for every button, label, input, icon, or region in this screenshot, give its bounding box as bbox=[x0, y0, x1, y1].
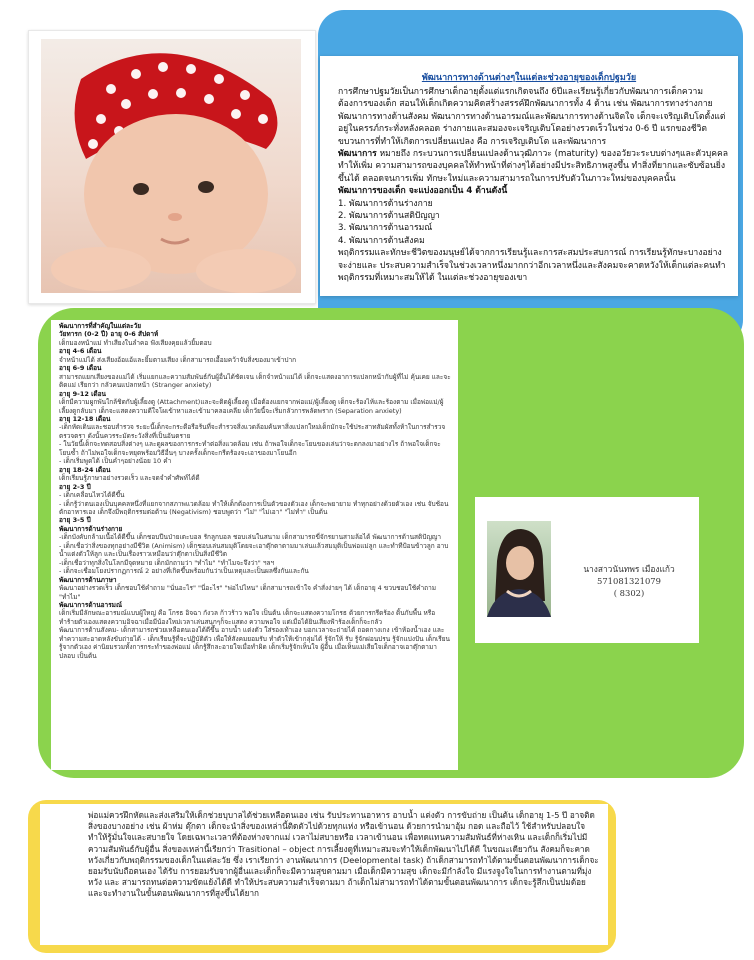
author-card bbox=[472, 494, 702, 646]
summary-document bbox=[40, 804, 608, 945]
milestone-text: เด็กมองหน้าแม่ ทำเสียงในลำคอ ฟังเสียงคุยแล้วยิ้มตอบ bbox=[59, 338, 212, 347]
milestone-heading: อายุ 12-18 เดือน bbox=[59, 414, 111, 423]
intro-paragraph-4: พฤติกรรมและทักษะชีวิตของมนุษย์ได้จากการเรียนรู้และการสะสมประสบการณ์ การเรียนรู้ทักษะบางอย่างจะง่ายและ ประสบความสำเร็จในช่วงเวลาหนึ่งมากกว่าอีกเวลาหนึ่งและสังคมจะคาดหวังให้เด็กแต่ละคนทำพฤติกรรมที่เหมาะสมให้ได้ ในแต่ละช่วงอายุของเขา bbox=[338, 248, 726, 284]
milestone-heading: อายุ 9-12 เดือน bbox=[59, 389, 106, 398]
milestones-body bbox=[51, 320, 458, 660]
milestone-text: - เด็กจะเชื่อมโยงปรากฏการณ์ 2 อย่างที่เกิดขึ้นพร้อมกันว่าเป็นเหตุและเป็นผลซึ่งกันและกัน bbox=[59, 567, 309, 576]
intro-document bbox=[320, 56, 738, 296]
milestone-heading: อายุ 18-24 เดือน bbox=[59, 465, 111, 474]
milestone-text: - เด็กเคลื่อนไหวได้ดีขึ้น bbox=[59, 491, 125, 500]
milestone-heading: พัฒนาการด้านภาษา bbox=[59, 575, 117, 584]
milestone-heading: พัฒนาการด้านร่างกาย bbox=[59, 524, 123, 533]
milestone-heading: อายุ 3-5 ปี bbox=[59, 516, 91, 525]
intro-paragraph-3: พัฒนาการของเด็ก จะแบ่งออกเป็น 4 ด้านดังนี้ bbox=[338, 186, 508, 197]
milestone-heading: อายุ 4-6 เดือน bbox=[59, 347, 102, 356]
intro-paragraph-2 bbox=[338, 148, 728, 185]
milestone-text: -เด็กบังคับกล้ามเนื้อได้ดีขึ้น เด็กชอบปีนป่ายเตะบอล รักลูกบอล ชอบเล่นในสนาม เด็กสามารถขี่จักรยานสามล้อได้ พัฒนาการด้านสติปัญญา bbox=[59, 533, 442, 542]
milestone-text: พัฒนาการด้านสังคม- เด็กสามารถช่วยเหลือตนเองได้ดีขึ้น อาบน้ำ แต่งตัว ใส่รองเท้าเอง บอกเวลาจะถ่ายได้ ถอดกางเกง เข้าห้องน้ำเอง และทำความสะอาดหลังขับถ่ายได้ - เด็กเรียนรู้ที่จะปฏิบัติตัว เพื่อให้สังคมยอมรับ ทำตัวให้เข้ากลุ่มได้ รู้จักให้ รับ รู้จักผ่อนปรน รู้จักแบ่งปัน เด็กเรียนรู้จากตัวเอง ค่านิยมรวมทั้งการกระทำของพ่อแม่ เด็กรู้สึกละอายใจเมื่อทำผิด เด็กเริ่มรู้จักเห็นใจ ผู้อื่น เมื่อเห็นแม่เสียใจเด็กอาจเอาตุ๊กตามาปลอบ เป็นต้น bbox=[59, 626, 450, 660]
milestone-text: เด็กเรียนรู้ภาษาอย่างรวดเร็ว และจดจำคำศัพท์ได้ดี bbox=[59, 474, 200, 483]
milestone-text: - เด็กเชื่อว่าสิ่งของทุกอย่างมีชีวิต (Animism) เด็กชอบเล่นสมมุติโดยจะเอาตุ๊กตาตามมาเล่นแล้วสมมุติเป็นพ่อแม่ลูก และทำทีป้อนข้าวลูก อาบน้ำแต่งตัวให้ลูก และเป็นเรื่องราวเหมือนว่าตุ๊กตาเป็นสิ่งมีชีวิต bbox=[59, 541, 449, 559]
milestone-text: สามารถแยกเสียงของแม่ได้ เริ่มแยกและความสัมพันธ์กับผู้อื่นได้ชัดเจน เด็กจำหน้าแม่ได้ เด็กจะแสดงอาการแปลกหน้ากับผู้ที่ไม่ คุ้นเคย และจะติดแม่ เรียกว่า กลัวคนแปลกหน้า (Stranger anxiety) bbox=[59, 372, 451, 390]
dev-list-item: 2. พัฒนาการด้านสติปัญญา bbox=[338, 211, 440, 222]
dev-list-item: 4. พัฒนาการด้านสังคม bbox=[338, 235, 425, 246]
milestone-heading: อายุ 2-3 ปี bbox=[59, 482, 91, 491]
milestone-text: พัฒนาอย่างรวดเร็ว เด็กชอบใช้คำถาม "นั่นอะไร" "นี่อะไร" "พ่อไปไหน" เด็กสามารถเข้าใจ คำสั่งง่ายๆ ได้ เด็กอายุ 4 ขวบชอบใช้คำถาม "ทำไม" bbox=[59, 584, 437, 601]
milestone-text: -เด็กเชื่อว่าทุกสิ่งในโลกมีจุดหมาย เด็กมักถามว่า "ทำไม" "ทำไมจะจึงว่า" ฯลฯ bbox=[59, 558, 275, 567]
dev-list-item: 1. พัฒนาการด้านร่างกาย bbox=[338, 198, 433, 209]
author-illustration bbox=[487, 521, 551, 617]
milestone-heading: วัยทารก (0-2 ปี) อายุ 0-6 สัปดาห์ bbox=[59, 330, 159, 339]
milestone-text: จำหน้าแม่ได้ ส่งเสียงอ้อแอ้และยิ้มตามเสียง เด็กสามารถเอื้อมคว้าจับสิ่งของมาเข้าปาก bbox=[59, 355, 297, 364]
student-id: 571081321079 bbox=[597, 576, 661, 586]
milestone-text: เด็กมีความผูกพันใกล้ชิดกับผู้เลี้ยงดู (Attachment)และจะติดผู้เลี้ยงดู เมื่อต้องแยกจากพ่อแม่/ผู้เลี้ยงดู เด็กจะร้องไห้และร้องตาม เมื่อพ่อแม่/ผู้เลี้ยงดูกลับมา เด็กจะแสดงความดีใจโผเข้าหาและเข้ามาคลอเคลีย เด็กวัยนี้จะเริ่มกลัวการพลัดพราก (Separation anxiety) bbox=[59, 398, 444, 415]
intro-title: พัฒนาการทางด้านต่างๆในแต่ละช่วงอายุของเด็กปฐมวัย bbox=[421, 73, 637, 83]
milestone-heading: พัฒนาการด้านอารมณ์ bbox=[59, 600, 123, 609]
milestones-document bbox=[51, 320, 458, 770]
milestone-text: - เด็กรู้ว่าตนเองเป็นบุคคลหนึ่งที่แยกจากสภาพแวดล้อม ทำให้เด็กต้องการเป็นตัวของตัวเอง เด็กจะพยายาม ทำทุกอย่างด้วยตัวเอง เช่น จับช้อนตักอาหารเอง เด็กจึงมีพฤติกรรมต่อต้าน (Negativism) ชอบพูดว่า "ไม่" "ไม่เอา" "ไม่ทำ" เป็นต้น bbox=[59, 499, 449, 516]
intro-paragraph-1: การศึกษาปฐมวัยเป็นการศึกษาเด็กอายุตั้งแต่แรกเกิดจนถึง 6ปีและเรียนรู้เกี่ยวกับพัฒนาการเด็กความต้องการของเด็ก สอนให้เด็กเกิดความคิดสร้างสรรค์ฝึกพัฒนาการทั้ง 4 ด้าน เช่น พัฒนาการทางร่างกาย พัฒนาการทางด้านสังคม พัฒนาการทางด้านอารมณ์และพัฒนาการทางด้านจิตใจ เด็กจะเจริญเติบโตตั้งแต่อยู่ในครรภ์กระทั่งหลังคลอด ร่างกายและสมองจะเจริญเติบโตอย่างรวดเร็วในช่วง 0-6 ปี แรกของชีวิต ขบวนการที่ทำให้เกิดการเปลี่ยนแปลง คือ การเจริญเติบโต และพัฒนาการ bbox=[338, 87, 726, 147]
milestone-text: -เด็กหัดเดินและชอบสำรวจ ระยะนี้เด็กจะกระตือรือร้นที่จะสำรวจสิ่งแวดล้อมค้นหาสิ่งแปลกใหม่เด็กมักจะใช้ประสาทสัมผัสทั้งห้าในการสำรวจตรวจตรา ดังนั้นควรระมัดระวังสิ่งที่เป็นอันตราย bbox=[59, 423, 446, 440]
author-name: นางสาวนันทพร เมืองแก้ว bbox=[583, 564, 675, 574]
author-photo bbox=[487, 521, 551, 617]
baby-photo bbox=[41, 39, 301, 293]
baby-photo-frame bbox=[28, 30, 316, 304]
milestone-text: เด็กเริ่มมีลักษณะอารมณ์แบบผู้ใหญ่ คือ โกรธ อิจฉา กังวล ก้าวร้าว พอใจ เป็นต้น เด็กจะแสดงความโกรธ ด้วยการกรีดร้อง ดิ้นกับพื้น หรือทำร้ายตัวเองแสดงความอิจฉาเมื่อมีน้องใหม่เวลาเล่นสนุกๆก็จะแสดง ความพอใจ แต่เมื่อได้ยินเสียงฟ้าร้องเด็กก็จะกลัว bbox=[59, 609, 436, 626]
baby-illustration bbox=[41, 39, 301, 293]
milestone-heading: พัฒนาการที่สำคัญในแต่ละวัย bbox=[59, 322, 142, 330]
dev-list-item: 3. พัฒนาการด้านอารมณ์ bbox=[338, 223, 433, 234]
milestone-heading: อายุ 6-9 เดือน bbox=[59, 364, 102, 373]
milestone-text: - ในวัยนี้เด็กจะทดสอบสิ่งต่างๆ และดูผลของการกระทำต่อสิ่งแวดล้อม เช่น ถ้าพอใจเด็กจะโยนของเล่นว่าจะตกลงมาอย่างไร ถ้าพอใจเด็กจะโยนซ้ำ ถ้าไม่พอใจเด็กจะหยุดพร้อมวิธีอื่นๆ บางครั้งเด็กจะกรีดร้องจะเอาของมาโยนอีก bbox=[59, 440, 441, 457]
section-number: ( 8302) bbox=[613, 588, 645, 598]
intro-definition: หมายถึง กระบวนการเปลี่ยนแปลงด้านวุฒิภาวะ (maturity) ของอวัยวะระบบต่างๆและตัวบุคคล ทำให้เพิ่ม ความสามารถของบุคคลให้ทำหน้าที่ต่างๆได้อย่างมีประสิทธิภาพสูงขึ้น ทำสิ่งที่ยากและซับซ้อนยิ่งขึ้นได้ ตลอดจนการเพิ่ม ทักษะใหม่และความสามารถในการปรับตัวในภาวะใหม่ของบุคคลนั้น bbox=[338, 149, 728, 184]
author-info bbox=[559, 563, 699, 599]
intro-term: พัฒนาการ bbox=[338, 149, 377, 160]
milestone-text: - เด็กเริ่มพูดได้ เป็นคำๆอย่างน้อย 10 คำ bbox=[59, 457, 172, 466]
summary-paragraph: พ่อแม่ควรฝึกหัดและส่งเสริมให้เด็กช่วยบุบาลได้ช่วยเหลือตนเอง เช่น รับประทานอาหาร อาบน้ำ แต่งตัว การขับถ่าย เป็นต้น เด็กอายุ 1-5 ปี อาจติดสิ่งของบางอย่าง เช่น ผ้าห่ม ตุ๊กตา เด็กจะนำสิ่งของเหล่านี้ติดตัวไปด้วยทุกแห่ง หรือเข้านอน ด้วยการนำมาอุ้ม กอด และถือไว้ ใช้สำหรับปลอบใจ ทำให้รู้มั่นใจและสบายใจ โดยเฉพาะเวลาที่ต้องห่างจากแม่ เวลาไม่สบายหรือ เวลาเข้านอน เพื่อทดแทนความสัมพันธ์ที่ห่างเหิน และเด็กก็เริ่มไปมีความสัมพันธ์กับผู้อื่น สิ่งของเหล่านี้เรียกว่า Trasitional – object การเลี้ยงดูที่เหมาะสมจะทำให้เด็กพัฒนาไปได้ดี ในขณะเดียวกัน สังคมก็จะคาดหวังเกี่ยวกับพฤติกรรมของเด็กในแต่ละวัย ซึ่ง เราเรียกว่า งานพัฒนาการ (Deelopmental task) ถ้าเด็กสามารถทำได้ตามขั้นตอนพัฒนาการเด็กจะยอมรับนับถือตนเอง ได้รับ การยอมรับจากผู้อื่นและเด็กก็จะมีความสุขตามมา เมื่อเด็กมีความสุข เด็กจะมีกำลังใจ มีแรงจูงใจในการทำงานตามที่มุ่งหวัง และ สามารถทนต่อความขัดแย้งได้ดี ทำให้ประสบความสำเร็จตามมา ถ้าเด็กไม่สามารถทำได้ตามขั้นตอนพัฒนาการ เด็กจะรู้สึกเป็นปมด้อย และจะทำงานในขั้นตอนพัฒนาการที่สูงขึ้นได้ยาก bbox=[88, 810, 599, 899]
